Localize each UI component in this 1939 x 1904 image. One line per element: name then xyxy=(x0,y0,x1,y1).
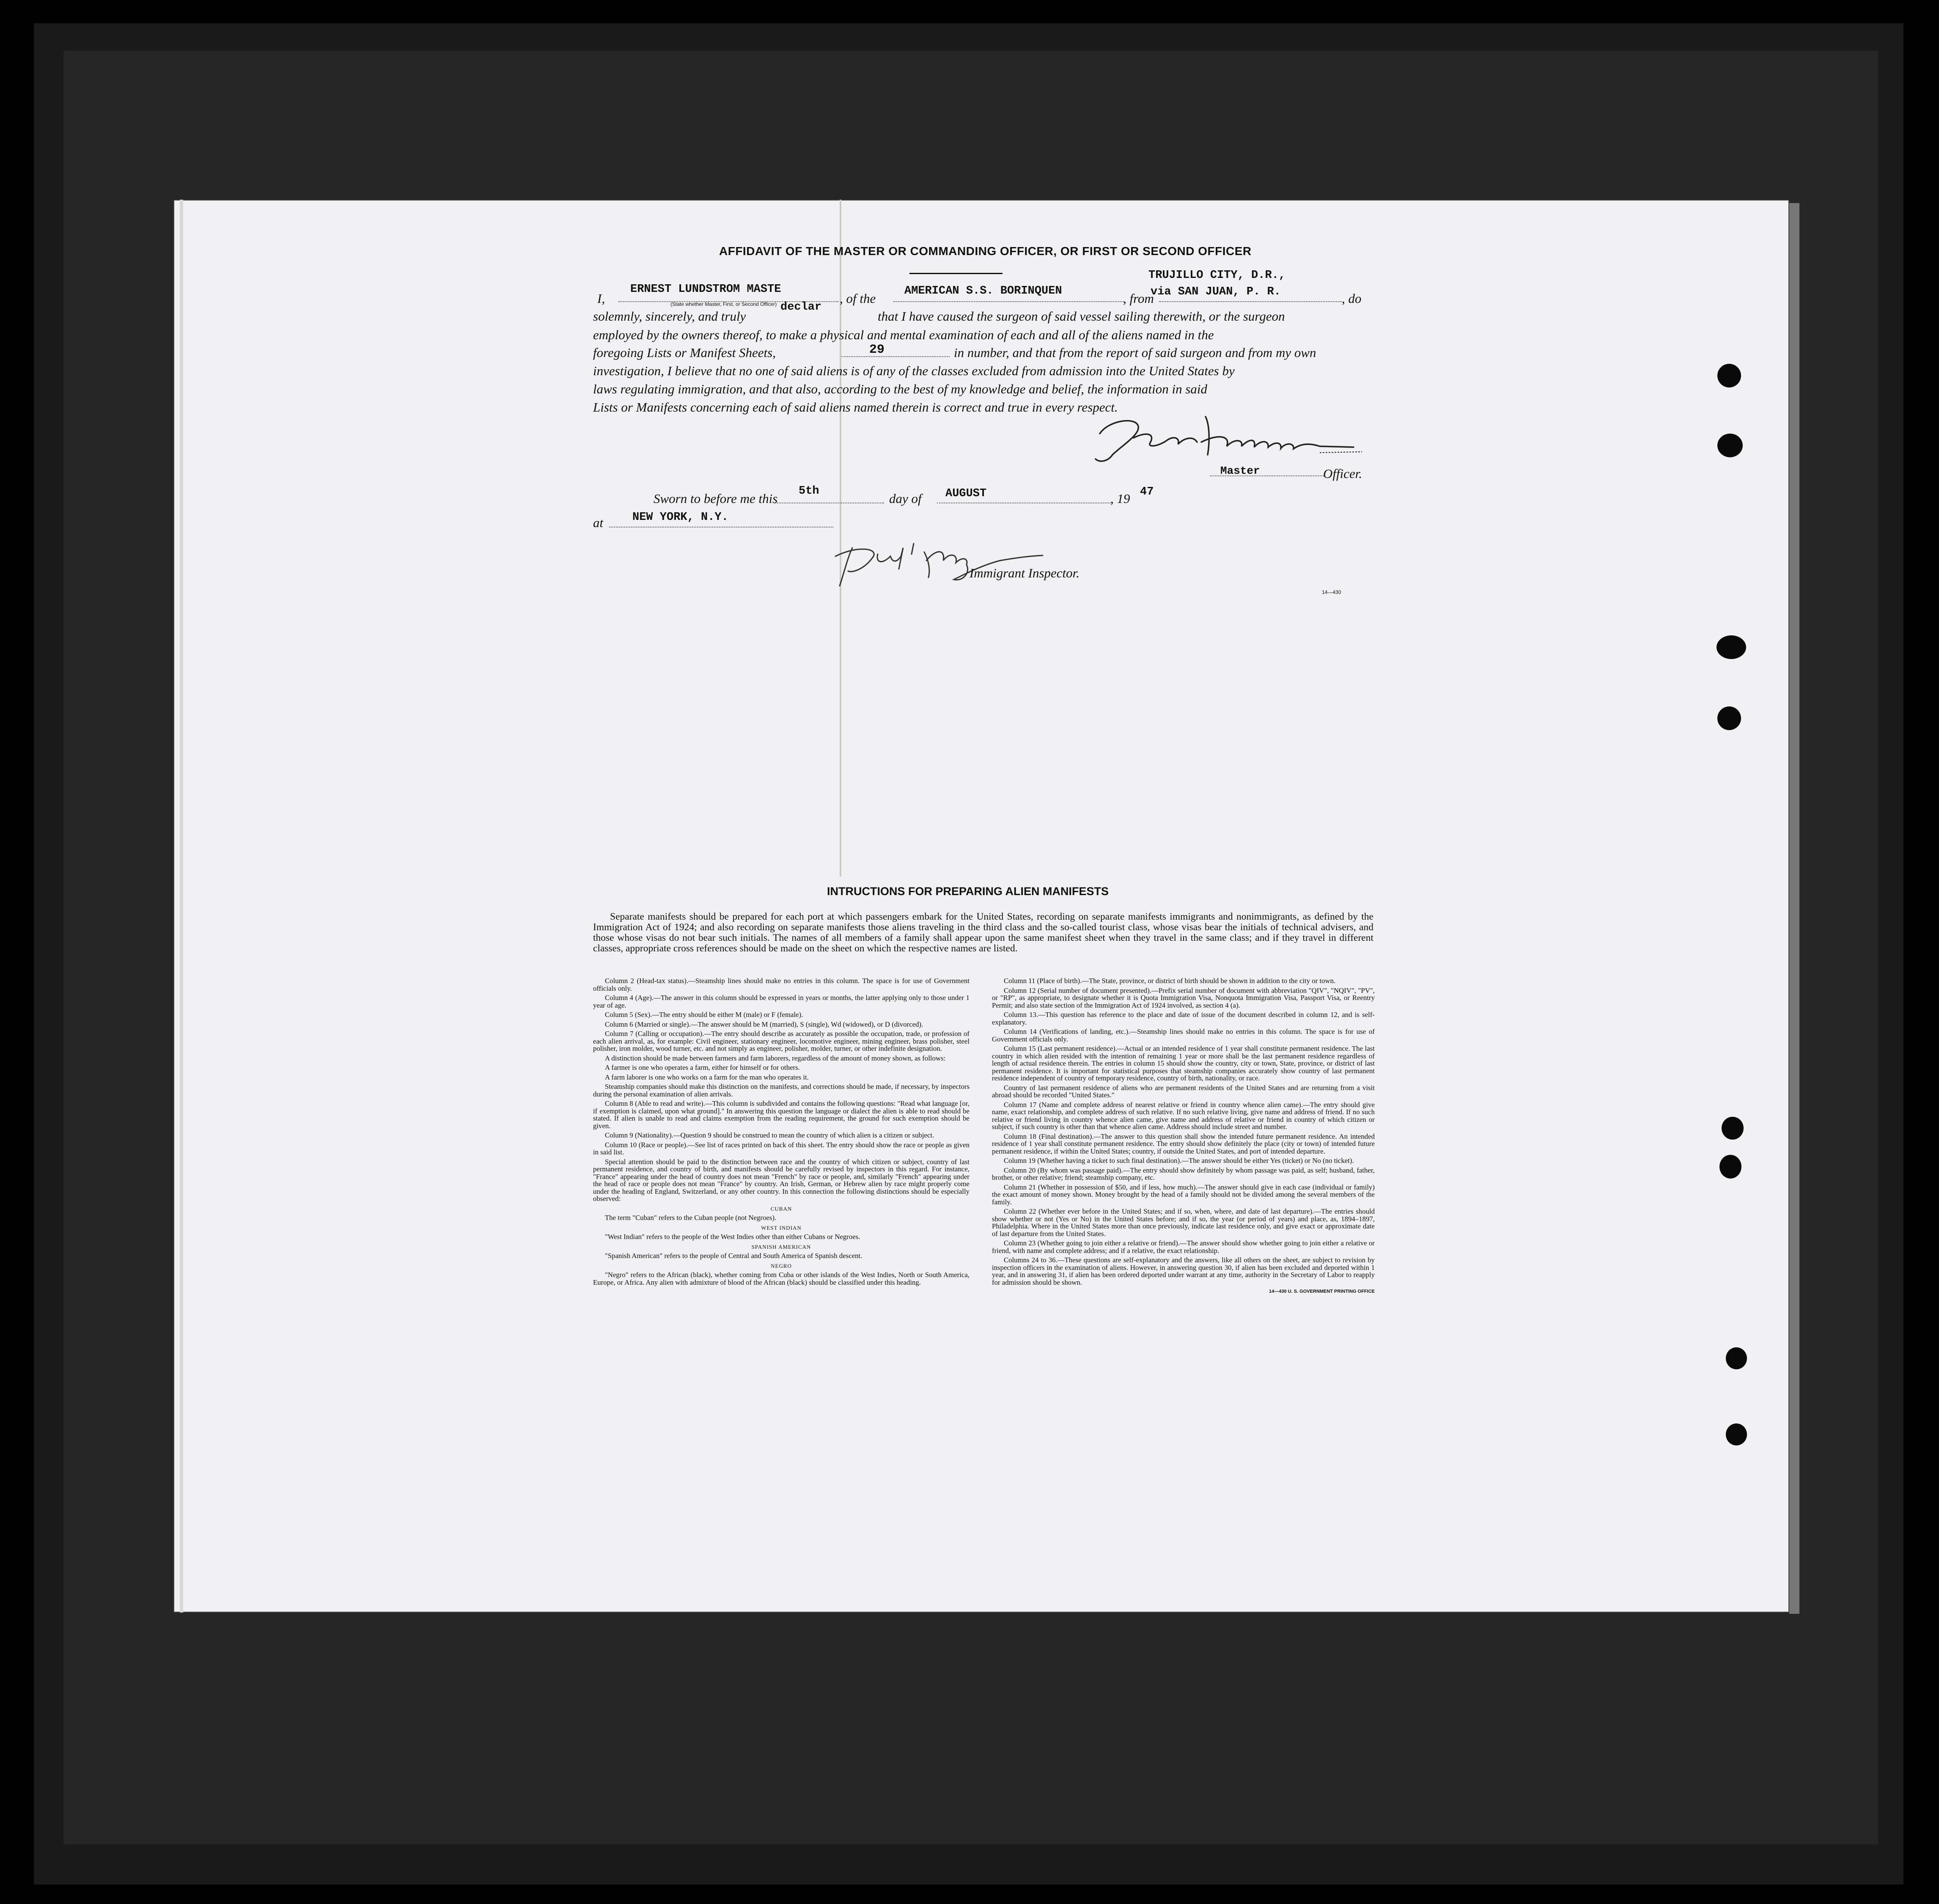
affidavit-line6: laws regulating immigration, and that also, according to the best of my knowledge and belief, the information in said xyxy=(593,382,1208,396)
instruction-paragraph: Column 20 (By whom was passage paid).—The entry should show definitely by whom passage was paid, as self; husband, father, brother, or other relative; friend; steamship company, etc. xyxy=(992,1166,1375,1181)
instruction-paragraph: Column 15 (Last permanent residence).—Actual or an intended residence of 1 year shall constitute permanent residence. The last country in which alien resided with the intention of remaining 1 year or more shall be the last permanent residence regardless of length of actual residence therein. The entries in column 15 should show the country, city or town, State, province, or district of last permanent residence. It is important for statistical purposes that steamship companies accurately show country of last permanent residence independent of country of temporary residence, country of birth, nationality, or race. xyxy=(992,1044,1375,1082)
port-from-line2: via SAN JUAN, P. R. xyxy=(1151,286,1281,298)
instruction-paragraph: Column 17 (Name and complete address of nearest relative or friend in country whence alien came).—The entry should give name, exact relationship, and complete address of such relative. If no such relative living, give name and address of friend. If no such relative or friend living in country whence alien came, give name and address of relative or friend in country of which citizen or subject, if such country is other than that whence alien came. Address should include street and number. xyxy=(992,1100,1375,1131)
form-number: 14—430 xyxy=(1322,589,1341,595)
officer-rank: Master xyxy=(1220,464,1260,477)
officer-rank-line xyxy=(1210,475,1324,476)
spanish-american-heading: SPANISH AMERICAN xyxy=(751,1243,811,1250)
affidavit-line7: Lists or Manifests concerning each of said aliens named therein is correct and true in every respect. xyxy=(593,400,1118,415)
punch-hole xyxy=(1726,1423,1747,1445)
instructions-intro: Separate manifests should be prepared for each port at which passengers embark for the United States, recording on separate manifests immigrants and nonimmigrants, as defined by the Immigration Act of 1924; and also recording on separate manifests those aliens traveling in the third class and the so-called tourist class, whose visas bear the initials of technical advisers, and those whose visas do not bear such initials. The names of all members of a family shall appear upon the same manifest sheet when they travel in the same class; and if they travel in different classes, appropriate cross references should be made on the sheet on which the respective names are listed. xyxy=(593,911,1373,954)
sheet-count-line xyxy=(842,356,950,357)
year-prefix: , 19 xyxy=(1110,491,1130,506)
west-indian-text: "West Indian" refers to the people of the West Indies other than either Cubans or Negroes. xyxy=(605,1233,860,1241)
year-suffix: 47 xyxy=(1140,486,1154,498)
officer-name: ERNEST LUNDSTROM MASTE xyxy=(630,283,781,296)
affidavit-line1-from: , from xyxy=(1123,291,1154,306)
affidavit-line1-do: , do xyxy=(1342,291,1362,306)
inspector-signature xyxy=(823,531,1060,594)
punch-hole xyxy=(1717,434,1743,457)
instruction-paragraph: Column 14 (Verifications of landing, etc.).—Steamship lines should make no entries in this column. The space is for use of Government officials only. xyxy=(992,1028,1375,1043)
punch-hole xyxy=(1719,1155,1741,1179)
punch-hole xyxy=(1717,706,1741,730)
affidavit-line2-start: solemnly, sincerely, and truly xyxy=(593,309,746,324)
paper-left-edge xyxy=(180,200,183,1613)
negro-text: "Negro" refers to the African (black), whether coming from Cuba or other islands of the West Indies, North or South America, Europe, or Africa. Any alien with admixture of blood of the African (black) should be classified under this heading. xyxy=(593,1271,970,1286)
day-of-label: day of xyxy=(889,491,922,506)
officer-name-caption: (State whether Master, First, or Second Officer) xyxy=(670,301,777,307)
at-label: at xyxy=(593,515,604,530)
instruction-paragraph: Column 7 (Calling or occupation).—The entry should describe as accurately as possible the occupation, trade, or profession of each alien arrival, as, for example: Civil engineer, stationary engineer, locomotive engineer, mining engineer, brass polisher, steel polisher, iron molder, wood turner, etc. and not simply as engineer, polisher, molder, turner, or other indefinite designation. xyxy=(593,1030,970,1052)
vessel-line xyxy=(893,301,1124,302)
port-from-line1: TRUJILLO CITY, D.R., xyxy=(1148,269,1286,282)
instruction-paragraph: Column 4 (Age).—The answer in this column should be expressed in years or months, the latter applying only to those under 1 year of age. xyxy=(593,994,970,1009)
affidavit-line4-end: in number, and that from the report of said surgeon and from my own xyxy=(954,345,1316,360)
inspector-label: Immigrant Inspector. xyxy=(970,566,1080,580)
affidavit-line5: investigation, I believe that no one of said aliens is of any of the classes excluded from admission into the United States by xyxy=(593,363,1235,378)
port-from-line xyxy=(1159,301,1342,302)
location-line xyxy=(609,527,833,528)
instruction-paragraph: Column 9 (Nationality).—Question 9 should be construed to mean the country of which alien is a citizen or subject. xyxy=(605,1131,934,1139)
instruction-paragraph: Column 11 (Place of birth).—The State, province, or district of birth should be shown in addition to the city or town. xyxy=(1004,977,1336,985)
sworn-prefix: Sworn to before me this xyxy=(654,491,778,506)
west-indian-heading: WEST INDIAN xyxy=(761,1224,802,1231)
instructions-left-column xyxy=(593,977,970,1288)
affidavit-title: AFFIDAVIT OF THE MASTER OR COMMANDING OFFICER, OR FIRST OR SECOND OFFICER xyxy=(719,245,1252,258)
punch-hole xyxy=(1717,635,1746,659)
instruction-paragraph: Column 8 (Able to read and write).—This column is subdivided and contains the following questions: "Read what language [or, if exemption is claimed, upon what ground]." In answering this question the language or dialect the alien is able to read should be stated. If alien is unable to read and claims exemption from the reading requirement, the ground for such exemption should be given. xyxy=(593,1099,970,1130)
instruction-paragraph: Steamship companies should make this distinction on the manifests, and corrections should be made, if necessary, by inspectors during the personal examination of alien arrivals. xyxy=(593,1083,970,1098)
affidavit-line2-end: that I have caused the surgeon of said vessel sailing therewith, or the surgeon xyxy=(878,309,1285,324)
instruction-paragraph: Special attention should be paid to the distinction between race and the country of which citizen or subject, country of last permanent residence, and country of birth, and manifests should be carefully revised by inspectors in this regard. For instance, "France" appearing under the head of country does not mean "French" by race or people, and, similarly "French" appearing under the head of race or people does not mean "France" by country. An Irish, German, or Hebrew alien by race might properly come under the heading of England, Switzerland, or any other country. In this connection the following distinctions should be especially observed: xyxy=(593,1157,970,1203)
instruction-paragraph: Columns 24 to 36.—These questions are self-explanatory and the answers, like all others on the sheet, are subject to revision by inspection officers in the examination of aliens. However, in answering question 30, if alien has been excluded and deported within 1 year, and in answering 31, if alien has been ordered deported under warrant at any time, authority in the Secretary of Labor to reapply for admission should be shown. xyxy=(992,1256,1375,1286)
instructions-right-column xyxy=(992,977,1375,1298)
instruction-paragraph: Column 10 (Race or people).—See list of races printed on back of this sheet. The entry should show the race or people as given in said list. xyxy=(593,1140,970,1156)
sworn-month: AUGUST xyxy=(945,487,987,500)
instruction-paragraph: Column 18 (Final destination).—The answer to this question shall show the intended future permanent residence. An intended residence of 1 year shall constitute permanent residence. The entry should show definitely the place (city or town) of intended future permanent residence, if within the United States; country, if outside the United States, and port of intended departure. xyxy=(992,1132,1375,1155)
title-rule xyxy=(909,273,1002,274)
cuban-heading: CUBAN xyxy=(770,1205,792,1212)
instruction-paragraph: A farmer is one who operates a farm, either for himself or for others. xyxy=(605,1063,800,1072)
instruction-paragraph: Column 2 (Head-tax status).—Steamship lines should make no entries in this column. The space is for use of Government officials only. xyxy=(593,977,970,992)
instruction-paragraph: Column 21 (Whether in possession of $50, and if less, how much).—The answer should give in each case (individual or family) the exact amount of money shown. Money brought by the head of a family should not be divided among the several members of the family. xyxy=(992,1183,1375,1206)
instruction-paragraph: Column 6 (Married or single).—The answer should be M (married), S (single), Wd (widowed), or D (divorced). xyxy=(605,1020,923,1028)
instructions-title: INTRUCTIONS FOR PREPARING ALIEN MANIFESTS xyxy=(827,885,1109,898)
printer-note: 14—430 U. S. GOVERNMENT PRINTING OFFICE xyxy=(1269,1289,1375,1294)
negro-heading: NEGRO xyxy=(771,1262,792,1269)
affidavit-line4-start: foregoing Lists or Manifest Sheets, xyxy=(593,345,776,360)
instruction-paragraph: Column 23 (Whether going to join either a relative or friend).—The answer should show whether going to join either a relative or friend, with name and complete address; and if a relative, the exact relationship. xyxy=(992,1239,1375,1255)
officer-label: Officer. xyxy=(1323,466,1362,481)
instruction-paragraph: Country of last permanent residence of aliens who are permanent residents of the United States and are returning from a visit abroad should be recorded "United States." xyxy=(992,1083,1375,1099)
affidavit-line3: employed by the owners thereof, to make a physical and mental examination of each and all of the aliens named in the xyxy=(593,327,1214,342)
instruction-paragraph: Column 5 (Sex).—The entry should be either M (male) or F (female). xyxy=(605,1011,803,1019)
paper-edge-shadow xyxy=(1789,203,1799,1614)
instruction-paragraph: Column 13.—This question has reference to the place and date of issue of the document described in column 12, and is self-explanatory. xyxy=(992,1011,1375,1026)
instruction-paragraph: A farm laborer is one who works on a farm for the man who operates it. xyxy=(605,1073,809,1081)
vessel-name: AMERICAN S.S. BORINQUEN xyxy=(904,285,1062,297)
cuban-text: The term "Cuban" refers to the Cuban people (not Negroes). xyxy=(605,1214,777,1222)
sworn-day: 5th xyxy=(799,485,819,497)
punch-hole xyxy=(1726,1347,1747,1369)
punch-hole xyxy=(1717,364,1741,387)
declare-word: declar xyxy=(780,301,822,313)
instruction-paragraph: Column 22 (Whether ever before in the United States; and if so, when, where, and date of last departure).—The entries should show whether or not (Yes or No) in the United States before; and if so, the year (or period of years) and place, as, 1894–1897, Philadelphia. Where in the United States more than once previously, indicate last residence only, and give exact or approximate date of last departure from the United States. xyxy=(992,1207,1375,1238)
master-signature xyxy=(1083,408,1379,472)
affidavit-line1-i: I, xyxy=(597,291,605,306)
affidavit-line1-of-the: , of the xyxy=(840,291,876,306)
instruction-paragraph: A distinction should be made between farmers and farm laborers, regardless of the amount of money shown, as follows: xyxy=(605,1054,946,1062)
punch-hole xyxy=(1722,1117,1744,1140)
instruction-paragraph: Column 19 (Whether having a ticket to such final destination).—The answer should be either Yes (ticket) or No (no ticket). xyxy=(1004,1157,1354,1165)
spanish-american-text: "Spanish American" refers to the people of Central and South America of Spanish descent. xyxy=(605,1252,862,1260)
instruction-paragraph: Column 12 (Serial number of document presented).—Prefix serial number of document with abbreviation "QIV", "NQIV", "PV", or "RP", as appropriate, to designate whether it is Quota Immigration Visa, Nonquota Immigration Visa, Passport Visa, or Reentry Permit; and also state section of the Immigration Act of 1924 involved, as section 4 (a). xyxy=(992,986,1375,1009)
manifest-sheet-count: 29 xyxy=(869,343,885,357)
sworn-location: NEW YORK, N.Y. xyxy=(632,511,728,524)
